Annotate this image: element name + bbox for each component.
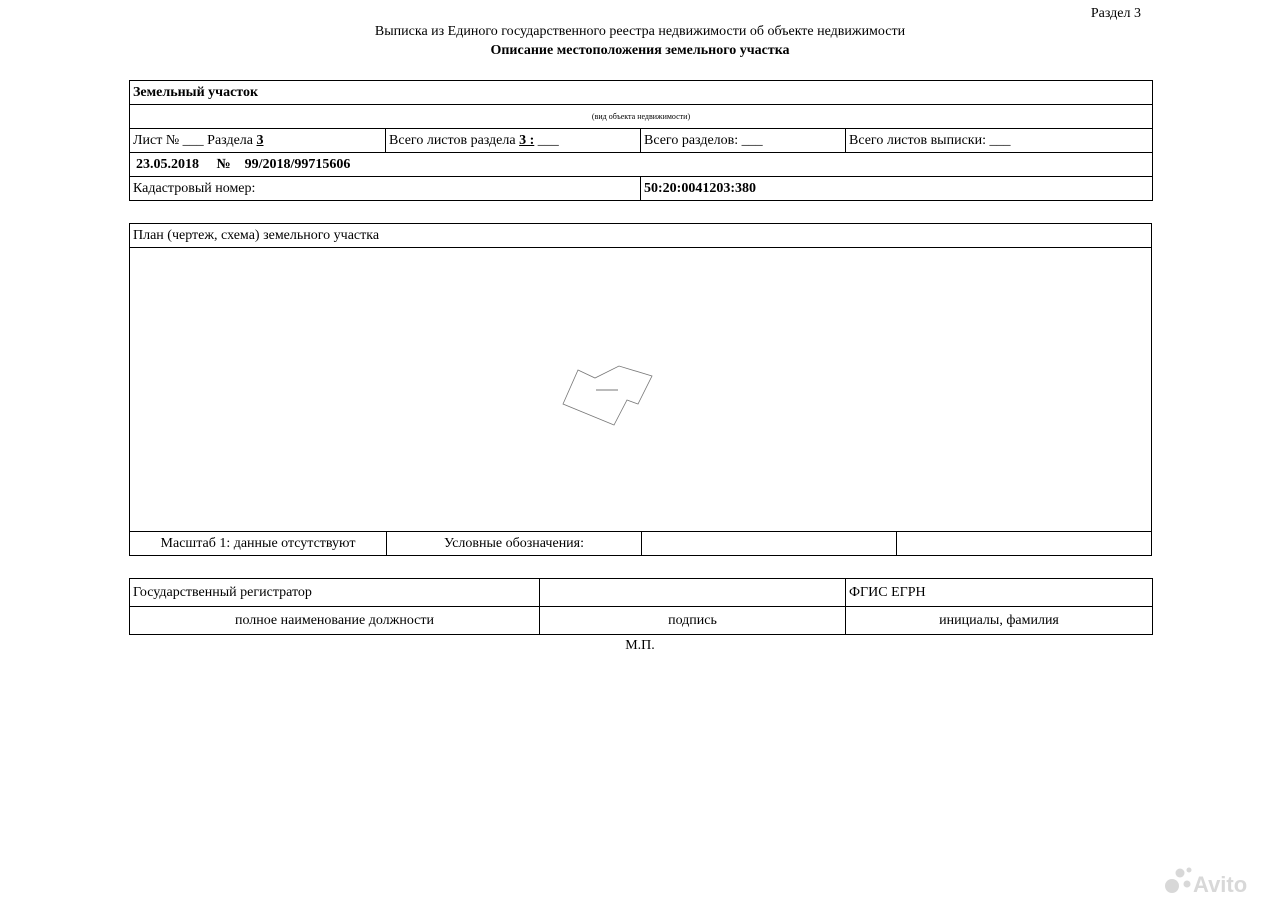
- registrar-initials: ФГИС ЕГРН: [846, 579, 1153, 607]
- stamp-label: М.П.: [625, 638, 655, 653]
- plan-table: [129, 223, 1152, 556]
- signature-caption: подпись: [540, 607, 846, 635]
- avito-watermark-logo: [1162, 860, 1262, 900]
- sheet-number-cell: [130, 129, 386, 153]
- avito-dot-large: [1165, 879, 1179, 893]
- land-plot-outline: [563, 366, 652, 425]
- total-sheets-cell: [386, 129, 641, 153]
- total-sheets-prefix: Всего листов раздела: [389, 132, 516, 148]
- avito-dot-medium: [1176, 869, 1185, 878]
- document-title: Выписка из Единого государственного реестра недвижимости об объекте недвижимости: [374, 24, 906, 39]
- avito-wordmark: Avito: [1193, 872, 1248, 897]
- cadastral-label: Кадастровый номер:: [130, 177, 641, 201]
- extract-date: 23.05.2018: [136, 156, 199, 172]
- avito-dot-small: [1184, 881, 1191, 888]
- object-type: Земельный участок: [130, 81, 1153, 105]
- total-extract-sheets: Всего листов выписки: ___: [846, 129, 1153, 153]
- plan-title: План (чертеж, схема) земельного участка: [130, 224, 1152, 248]
- position-caption: полное наименование должности: [130, 607, 540, 635]
- total-sheets-suffix: ___: [537, 132, 559, 148]
- total-sections: Всего разделов: ___: [641, 129, 846, 153]
- signature-table: [129, 578, 1153, 635]
- total-sheets-value: 3 :: [519, 132, 535, 148]
- object-info-table: [129, 80, 1153, 201]
- avito-dot-tiny: [1187, 868, 1192, 873]
- registration-number: 99/2018/99715606: [244, 156, 351, 172]
- legend-cell-2: [897, 532, 1152, 556]
- number-sign: №: [216, 156, 231, 172]
- section-number: 3: [256, 132, 264, 148]
- initials-caption: инициалы, фамилия: [846, 607, 1153, 635]
- cadastral-number: 50:20:0041203:380: [641, 177, 1153, 201]
- legend-label: Условные обозначения:: [387, 532, 642, 556]
- signature-cell: [540, 579, 846, 607]
- section-label: Раздел 3: [1090, 6, 1141, 21]
- registrar-position: Государственный регистратор: [130, 579, 540, 607]
- sheet-number-prefix: Лист № ___ Раздела: [133, 132, 253, 148]
- scale-cell: Масштаб 1: данные отсутствуют: [130, 532, 387, 556]
- document-subtitle: Описание местоположения земельного участка: [490, 43, 790, 58]
- land-plot-drawing: [130, 248, 1150, 531]
- legend-cell-1: [642, 532, 897, 556]
- date-number-row: [130, 153, 1153, 177]
- plan-drawing-area: [130, 248, 1152, 532]
- land-plot-label-mark: [596, 389, 618, 391]
- object-type-caption: (вид объекта недвижимости): [130, 105, 1153, 129]
